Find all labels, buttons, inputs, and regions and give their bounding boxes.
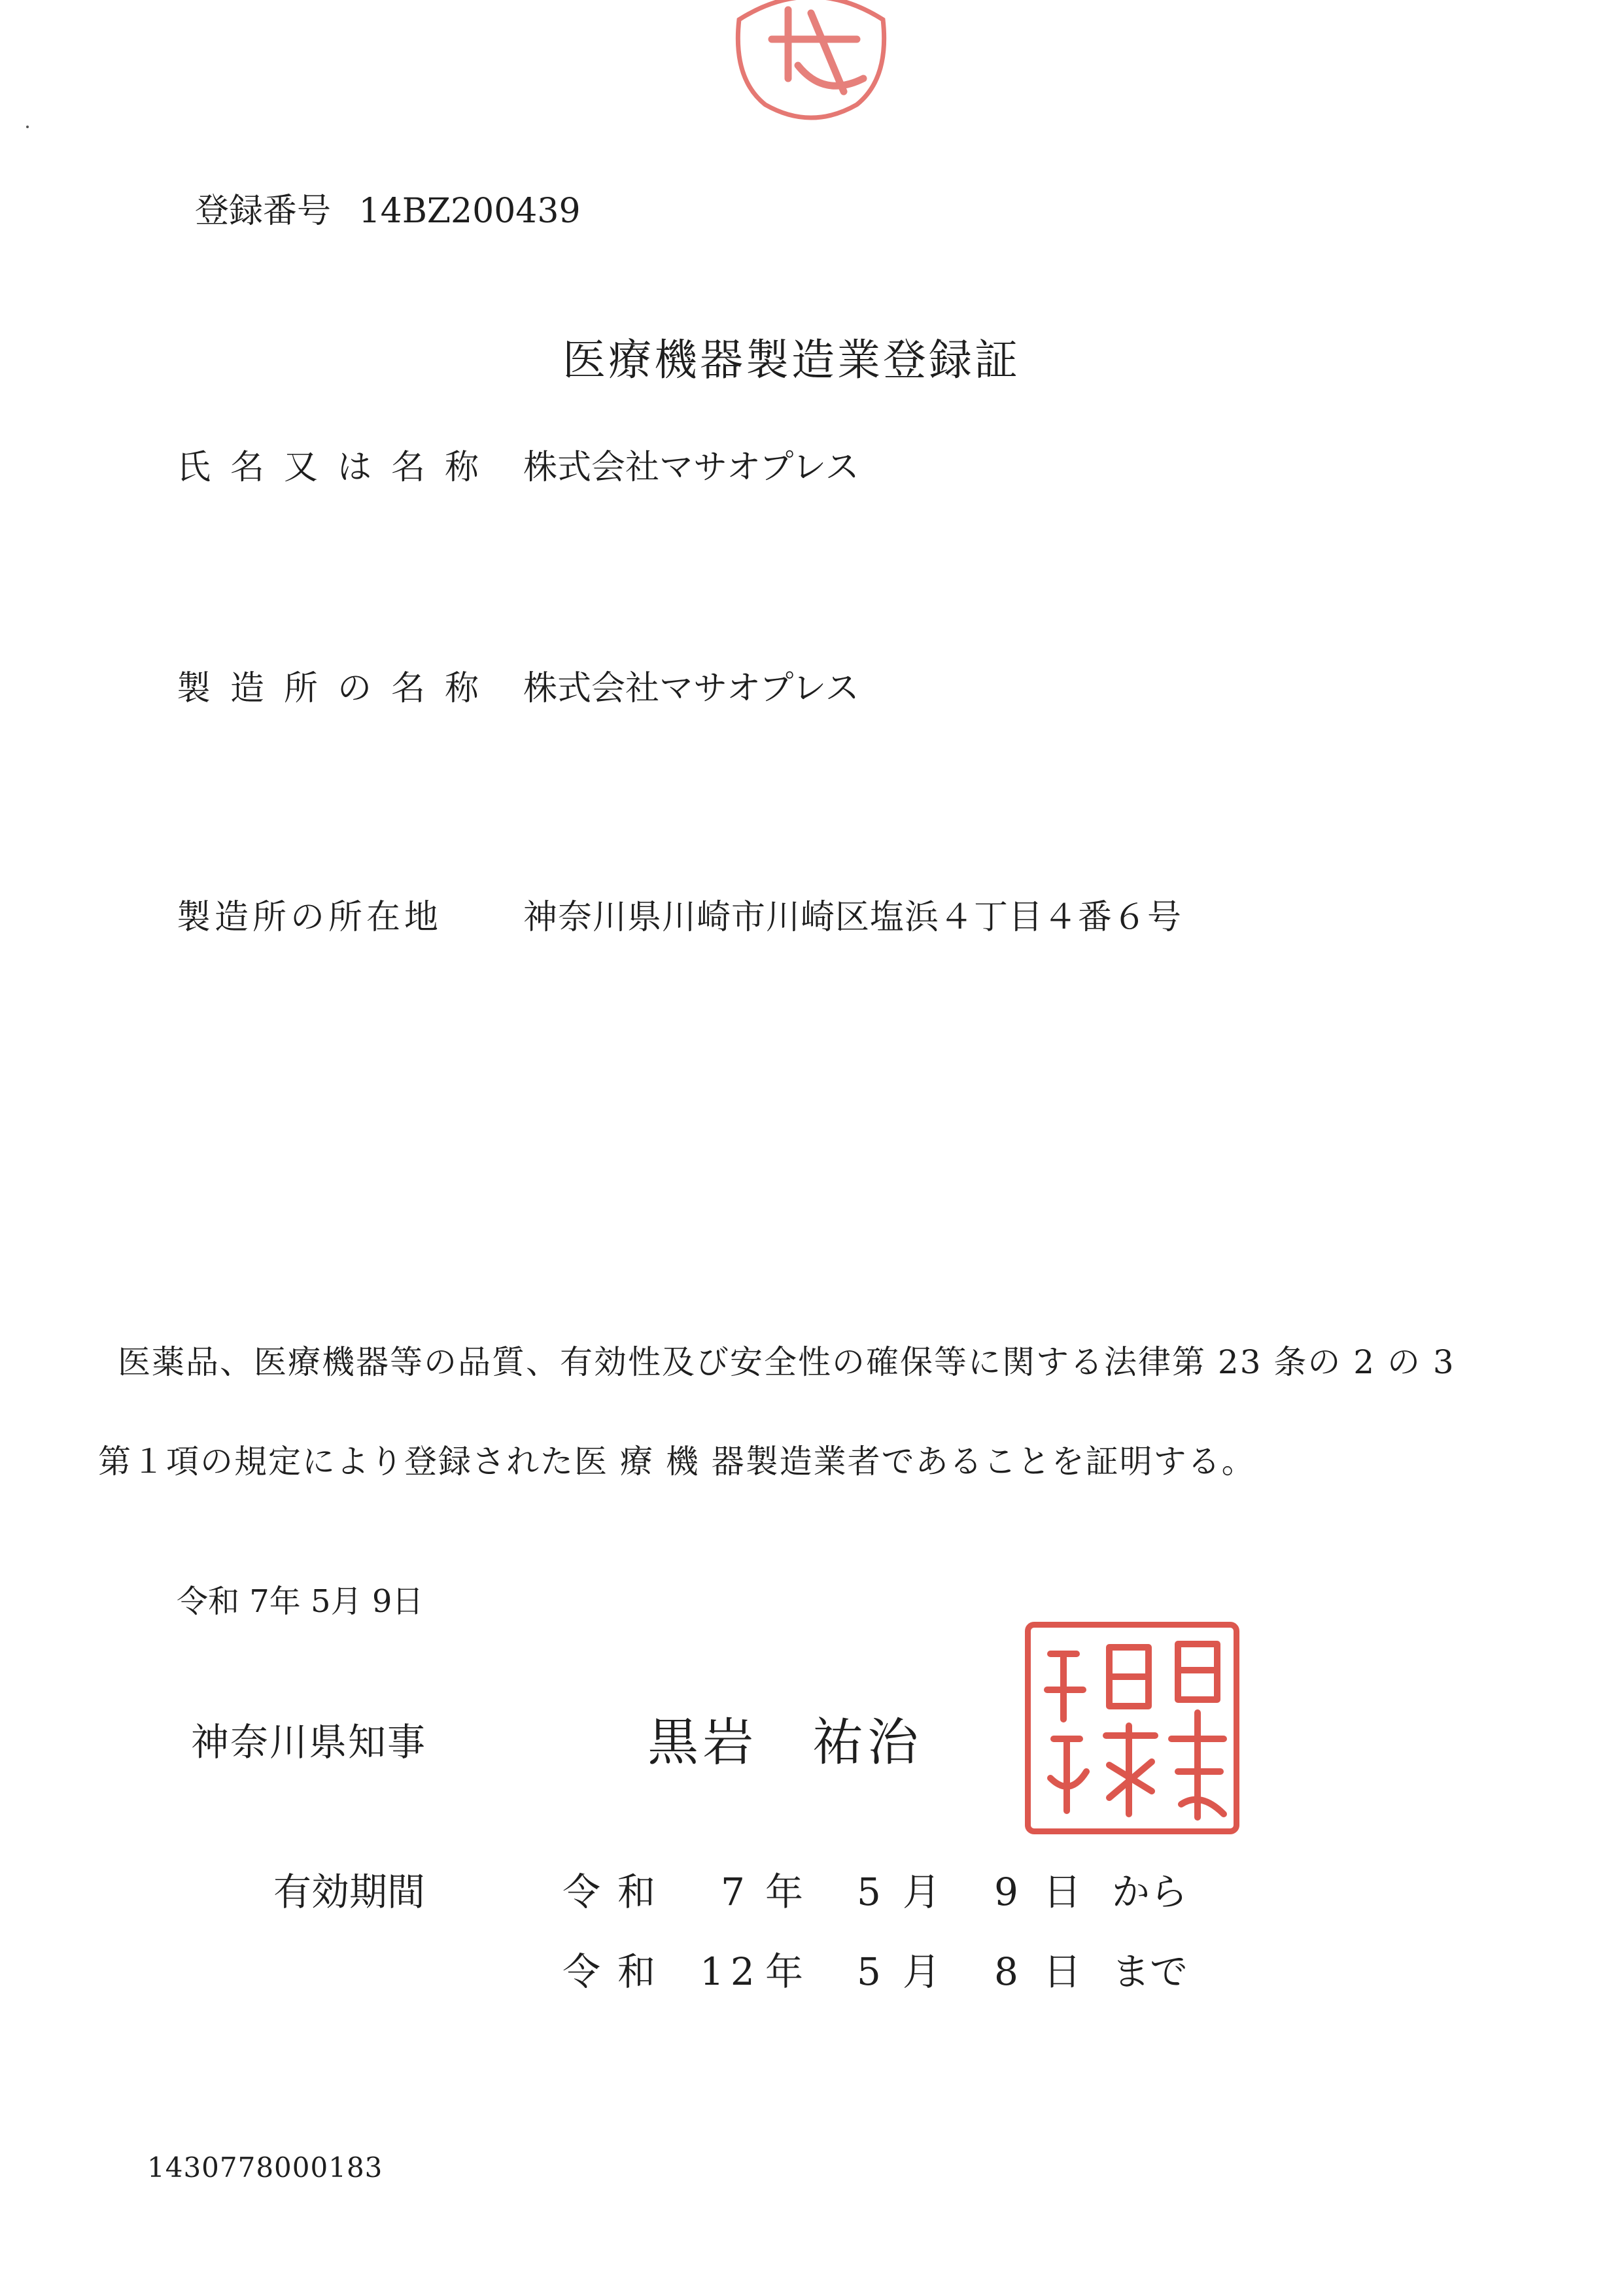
registration-number: 14BZ200439 [358, 192, 581, 231]
registration-number-line [195, 192, 581, 231]
field-value-name: 株式会社マサオプレス [523, 448, 859, 487]
document-title: 医療機器製造業登録証 [562, 335, 1020, 385]
validity-from-era: 令和 [562, 1870, 673, 1914]
scan-speck [26, 126, 29, 128]
validity-to-suffix: まで [1112, 1949, 1188, 1994]
validity-to-year: 12 [700, 1949, 761, 1994]
validity-from-suffix: から [1112, 1870, 1188, 1914]
validity-from-row [562, 1872, 1217, 1918]
issue-date: 令和 7年 5月 9日 [177, 1583, 424, 1620]
seal-script [1031, 1628, 1234, 1829]
footer-document-number: 1430778000183 [147, 2151, 383, 2184]
statement-line-2: 第１項の規定により登録された医 療 機 器製造業者であることを証明する。 [98, 1443, 1256, 1481]
field-value-facility-address: 神奈川県川崎市川崎区塩浜４丁目４番６号 [523, 898, 1183, 937]
statement-line-1: 医薬品、医療機器等の品質、有効性及び安全性の確保等に関する法律第 23 条の 2 の 3 [118, 1343, 1455, 1381]
validity-to-year-unit: 年 [765, 1949, 804, 1994]
validity-from-month: 5 [857, 1870, 881, 1914]
field-label-facility-name: 製造所の名称 [177, 669, 499, 708]
issuer-title: 神奈川県知事 [191, 1720, 427, 1764]
validity-to-era: 令和 [562, 1949, 673, 1994]
validity-from-day: 9 [994, 1870, 1018, 1914]
validity-to-month-unit: 月 [903, 1949, 941, 1994]
official-seal [1025, 1622, 1239, 1834]
validity-from-day-unit: 日 [1043, 1870, 1082, 1914]
registration-label: 登録番号 [195, 192, 332, 231]
issuer-signature: 黒岩 祐治 [648, 1713, 923, 1772]
field-label-name: 氏名又は名称 [177, 448, 499, 487]
field-label-facility-address: 製造所の所在地 [177, 898, 443, 937]
field-value-facility-name: 株式会社マサオプレス [523, 669, 859, 708]
top-seal-fragment [726, 0, 896, 124]
validity-to-day-unit: 日 [1043, 1949, 1082, 1994]
validity-label: 有効期間 [273, 1870, 426, 1914]
validity-from-year-unit: 年 [765, 1870, 804, 1914]
validity-to-row [562, 1949, 1217, 1998]
validity-to-month: 5 [857, 1949, 881, 1994]
validity-from-month-unit: 月 [903, 1870, 941, 1914]
validity-from-year: 7 [721, 1870, 745, 1914]
validity-to-day: 8 [994, 1949, 1018, 1994]
